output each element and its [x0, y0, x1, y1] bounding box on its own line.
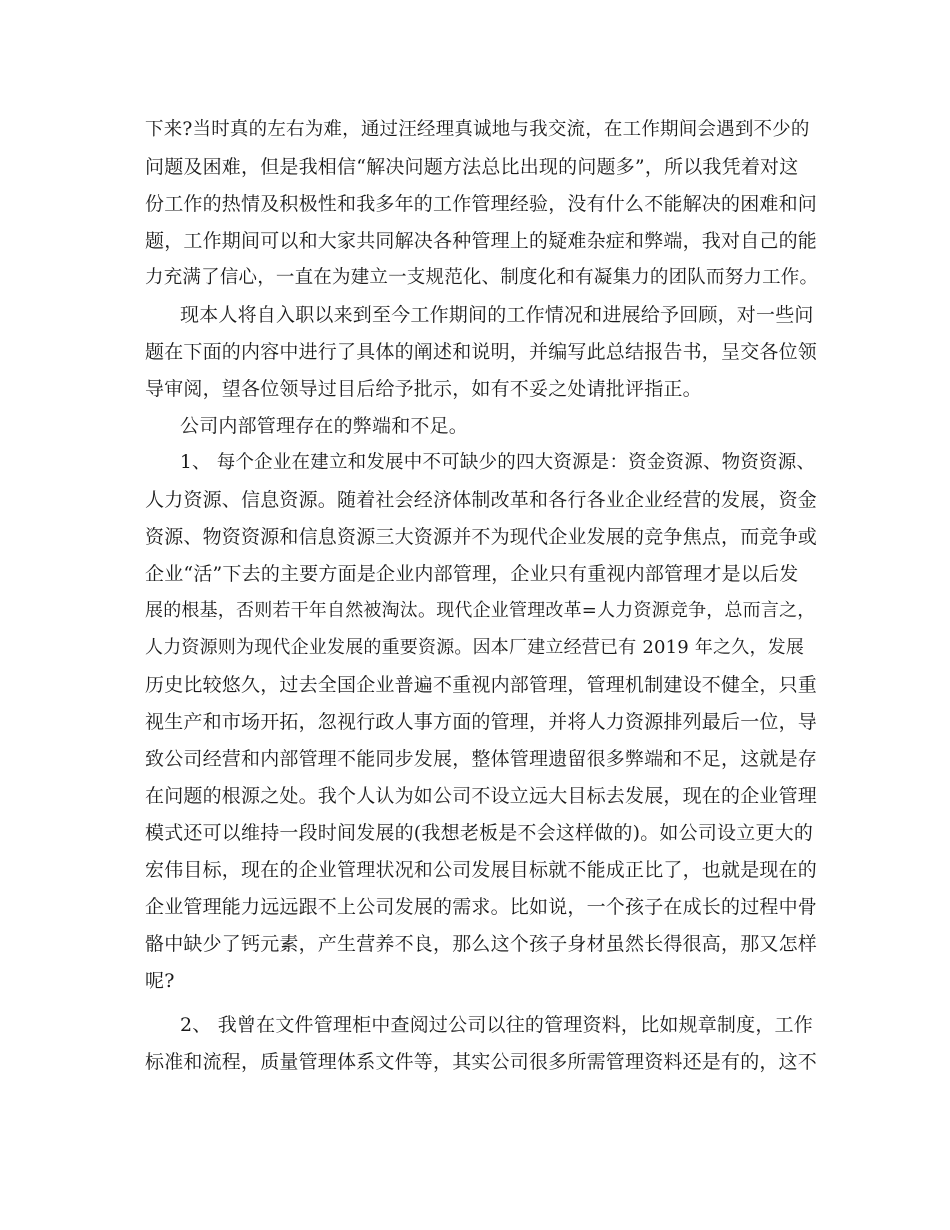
text-line: 宏伟目标，现在的企业管理状况和公司发展目标就不能成正比了，也就是现在的 [145, 859, 818, 881]
text-line: 导审阅，望各位领导过目后给予批示，如有不妥之处请批评指正。 [145, 378, 702, 400]
text-line: 在问题的根源之处。我个人认为如公司不设立远大目标去发展，现在的企业管理 [145, 785, 818, 807]
text-line: 下来?当时真的左右为难，通过汪经理真诚地与我交流，在工作期间会遇到不少的 [145, 119, 810, 140]
text-line: 问题及困难，但是我相信“解决问题方法总比出现的问题多”，所以我凭着对这 [145, 156, 799, 178]
text-line: 题在下面的内容中进行了具体的阐述和说明，并编写此总结报告书，呈交各位领 [145, 341, 818, 363]
text-line: 人力资源则为现代企业发展的重要资源。因本厂建立经营已有 2019 年之久，发展 [145, 637, 805, 658]
text-line: 份工作的热情及积极性和我多年的工作管理经验，没有什么不能解决的困难和问 [145, 193, 818, 215]
paragraph-first-line: 现本人将自入职以来到至今工作期间的工作情况和进展给予回顾，对一些问 [180, 304, 814, 326]
text-line: 展的根基，否则若干年自然被淘汰。现代企业管理改革=人力资源竞争，总而言之， [145, 600, 816, 621]
text-line: 骼中缺少了钙元素，产生营养不良，那么这个孩子身材虽然长得很高，那又怎样 [145, 933, 818, 955]
numbered-item-1: 1、 每个企业在建立和发展中不可缺少的四大资源是：资金资源、物资资源、 [180, 452, 816, 473]
text-line: 人力资源、信息资源。随着社会经济体制改革和各行各业企业经营的发展，资金 [145, 489, 818, 511]
text-line: 资源、物资资源和信息资源三大资源并不为现代企业发展的竞争焦点，而竞争或 [145, 526, 818, 548]
numbered-item-2: 2、 我曾在文件管理柜中查阅过公司以往的管理资料，比如规章制度，工作 [180, 1014, 813, 1036]
text-line: 视生产和市场开拓，忽视行政人事方面的管理，并将人力资源排列最后一位，导 [145, 711, 818, 733]
text-line: 企业管理能力远远跟不上公司发展的需求。比如说，一个孩子在成长的过程中骨 [145, 896, 818, 918]
text-line: 企业“活”下去的主要方面是企业内部管理，企业只有重视内部管理才是以后发 [145, 563, 799, 585]
text-line: 题，工作期间可以和大家共同解决各种管理上的疑难杂症和弊端，我对自己的能 [145, 230, 818, 252]
text-line: 历史比较悠久，过去全国企业普遍不重视内部管理，管理机制建设不健全，只重 [145, 674, 818, 696]
text-line: 标准和流程，质量管理体系文件等，其实公司很多所需管理资料还是有的，这不 [145, 1051, 818, 1073]
text-line: 呢? [145, 970, 175, 992]
section-heading: 公司内部管理存在的弊端和不足。 [180, 415, 469, 437]
text-line: 力充满了信心，一直在为建立一支规范化、制度化和有凝集力的团队而努力工作。 [145, 267, 819, 288]
text-line: 模式还可以维持一段时间发展的(我想老板是不会这样做的)。如公司设立更大的 [145, 822, 814, 844]
text-line: 致公司经营和内部管理不能同步发展，整体管理遗留很多弊端和不足，这就是存 [145, 748, 818, 770]
